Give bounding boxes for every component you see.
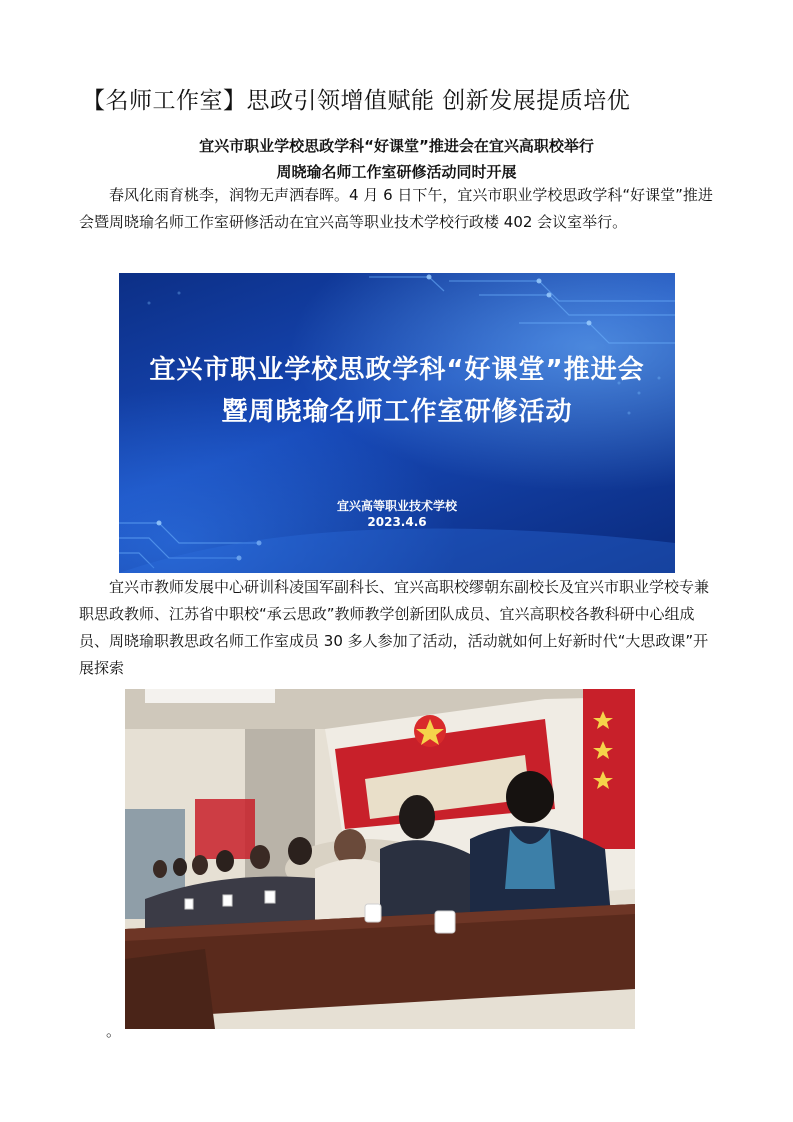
page-title: 【名师工作室】思政引领增值赋能 创新发展提质培优: [82, 88, 631, 114]
trailing-punctuation: 。: [106, 1022, 122, 1040]
intro-paragraph: 春风化雨育桃李，润物无声洒春晖。4 月 6 日下午，宜兴市职业学校思政学科“好课堂”推进会暨周晓瑜名师工作室研修活动在宜兴高等职业技术学校行政楼 402 会议室举行。: [79, 186, 713, 231]
event-banner-image: [119, 273, 675, 573]
meeting-photo-illustration: [125, 689, 635, 1029]
article-headline-line1: 宜兴市职业学校思政学科“好课堂”推进会在宜兴高职校举行: [199, 137, 594, 155]
article-headline-line2: 周晓瑜名师工作室研修活动同时开展: [276, 163, 517, 181]
banner-title-line2: 暨周晓瑜名师工作室研修活动: [221, 397, 573, 427]
banner-title-line1: 宜兴市职业学校思政学科“好课堂”推进会: [149, 355, 645, 385]
participants-paragraph: 宜兴市教师发展中心研训科凌国军副科长、宜兴高职校缪朝东副校长及宜兴市职业学校专兼职思政教师、江苏省中职校“承云思政”教师教学创新团队成员、宜兴高职校各教科研中心组成员、周晓瑜职教思政名师工作室成员 30 多人参加了活动，活动就如何上好新时代“大思政课”开展探索: [79, 578, 710, 677]
banner-organizer: 宜兴高等职业技术学校: [336, 499, 457, 513]
banner-date: 2023.4.6: [367, 515, 427, 529]
meeting-photo: [125, 689, 635, 1029]
